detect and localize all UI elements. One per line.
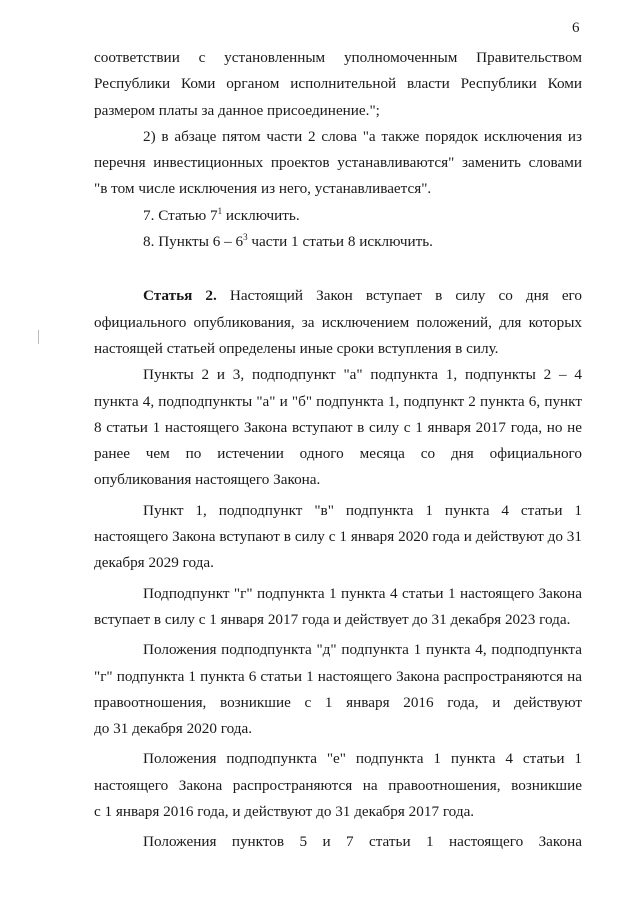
paragraph-continuation [94,45,582,124]
text-line: "г" подпункта 1 пункта 6 статьи 1 настоящего Закона распространяются на [94,667,582,685]
paragraph-item-2 [94,124,582,203]
article-text: Настоящий Закон вступает в силу со дня его [216,287,582,305]
item-8-text-end: части 1 статьи 8 исключить. [247,233,433,251]
text-line: Положения подподпункта "е" подпункта 1 пункта 4 статьи 1 [143,750,582,768]
text-line: с 1 января 2016 года, и действуют до 31 декабря 2017 года. [94,803,475,821]
paragraph-subitem-d [94,637,582,742]
paragraph-effective-2017 [94,362,582,493]
text-line: декабря 2029 года. [94,554,214,572]
text-line: Пункты 2 и 3, подподпункт "а" подпункта 1, подпункты 2 – 4 [143,366,582,384]
paragraph-subitem-e [94,746,582,825]
page-number: 6 [572,20,580,36]
text-line: правоотношения, возникшие с 1 января 2016 года, и действуют [94,693,582,711]
text-line: настоящей статьей определены иные сроки вступления в силу. [94,339,499,357]
article-heading: Статья 2. [143,287,217,305]
text-line: "в том числе исключения из него, устанавливается". [94,180,432,198]
item-8-text: 8. Пункты 6 – 6 [143,233,244,251]
paragraph-item-7 [94,203,582,229]
text-line: 2) в абзаце пятом части 2 слова "а также порядок исключения из [143,127,582,145]
text-line: ранее чем по истечении одного месяца со дня официального [94,445,582,463]
paragraph-items-5-7 [94,829,582,855]
text-line: пункта 4, подподпункты "а" и "б" подпункта 1, подпункт 2 пункта 6, пункт [94,392,582,410]
paragraph-effective-2020 [94,498,582,577]
text-line: Подподпункт "г" подпункта 1 пункта 4 статьи 1 настоящего Закона [143,584,582,602]
text-line: настоящего Закона распространяются на правоотношения, возникшие [94,776,582,794]
text-line: Пункт 1, подподпункт "в" подпункта 1 пункта 4 статьи 1 [143,501,582,519]
document-body [94,45,582,856]
text-line: вступает в силу с 1 января 2017 года и действует до 31 декабря 2023 года. [94,610,571,628]
text-line: настоящего Закона вступают в силу с 1 января 2020 года и действуют до 31 [94,528,582,546]
text-line: до 31 декабря 2020 года. [94,720,253,738]
text-line: опубликования настоящего Закона. [94,471,321,489]
item-7-text-end: исключить. [222,206,300,224]
superscript: 1 [217,205,223,216]
text-line: размером платы за данное присоединение."; [94,101,380,119]
paragraph-subitem-g [94,581,582,634]
superscript: 3 [243,232,248,243]
text-line: Республики Коми органом исполнительной власти Республики Коми [94,75,582,93]
text-line: перечня инвестиционных проектов устанавливаются" заменить словами [94,154,582,172]
text-line: 8 статьи 1 настоящего Закона вступают в силу с 1 января 2017 года, но не [94,418,582,436]
margin-mark [38,330,39,344]
text-line: Положения пунктов 5 и 7 статьи 1 настоящего Закона [143,833,582,851]
paragraph-article-2 [94,283,582,362]
text-line: официального опубликования, за исключением положений, для которых [94,313,582,331]
paragraph-item-8 [94,229,582,255]
spacer [94,255,582,283]
item-7-text: 7. Статью 7 [143,206,218,224]
text-line [94,283,582,309]
text-line: Положения подподпункта "д" подпункта 1 пункта 4, подподпункта [143,641,582,659]
text-line: соответствии с установленным уполномоченным Правительством [94,49,582,66]
